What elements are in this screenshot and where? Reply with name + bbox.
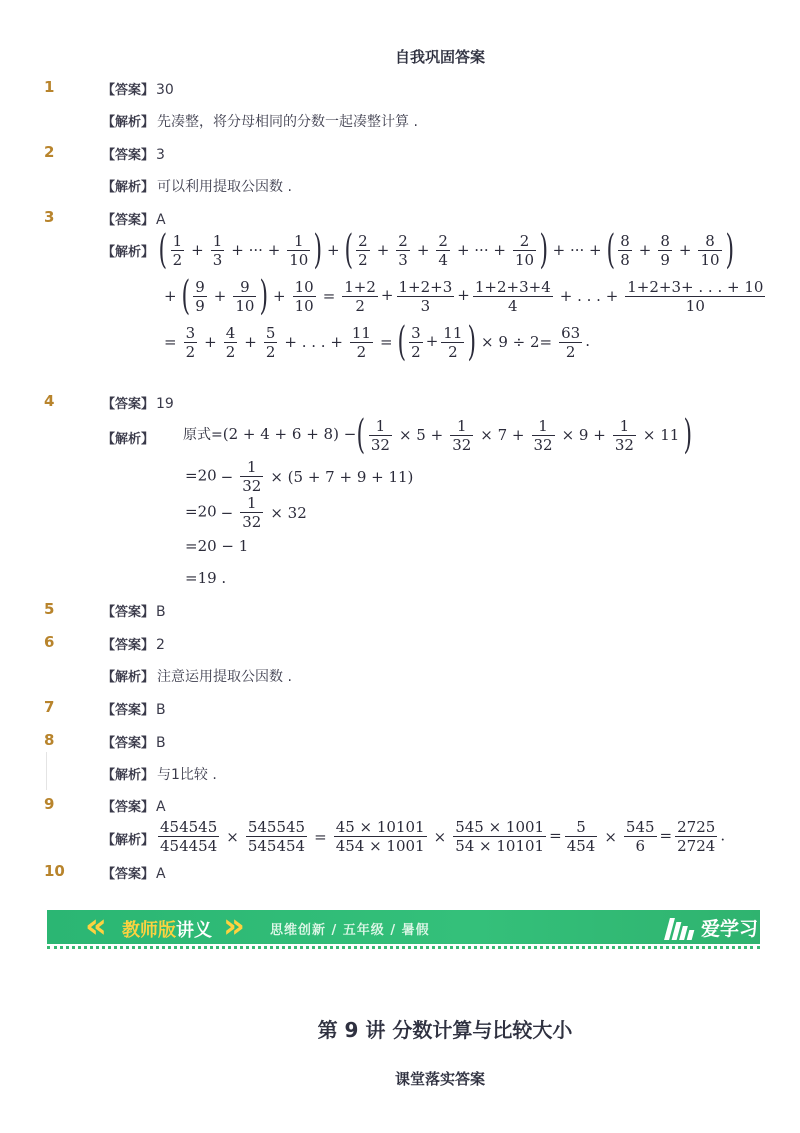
item-number: 5: [44, 600, 55, 618]
answer-tag: 【答案】 B: [102, 702, 166, 718]
answer-tag: 【答案】 A: [102, 799, 166, 815]
item-number: 9: [44, 795, 55, 813]
answer-value: 19: [156, 396, 174, 412]
brand-name: 爱学习: [701, 918, 759, 940]
item-number: 3: [44, 208, 55, 226]
analysis-text: 注意运用提取公因数 .: [157, 669, 292, 685]
footer-banner: [47, 906, 760, 946]
answer-value: B: [156, 702, 166, 718]
answer-tag: 【答案】 B: [102, 735, 166, 751]
analysis-text: 先凑整，将分母相同的分数一起凑整计算 .: [157, 114, 418, 130]
q3-formula-line2: + ( $\frac{9}{9}$ + $\frac{9}{10}$ ) + $\frac{10}{10}$ = $\frac{1+2}{2}$ + $\frac{1+2+3}{3}$ + $\frac{1+2+3+4}{4}$ + . . . + $\frac{1+2+3+ . . . + 10}{10}$: [164, 273, 764, 319]
item-number: 7: [44, 698, 55, 716]
analysis-tag: 【解析】: [102, 768, 155, 783]
answer-value: 3: [156, 147, 165, 163]
analysis-tag: 【解析】: [102, 245, 155, 260]
q4-step1: 原式=(2 + 4 + 6 + 8) −( $\frac{1}{32}$ × 5 + $\frac{1}{32}$ × 7 + $\frac{1}{32}$ × 9 + $\frac{1}{32}$ × 11 ): [183, 412, 693, 458]
chevrons-left-icon: «: [85, 906, 107, 946]
q4-step4: =20 − 1: [185, 537, 249, 555]
answer-tag: 【答案】 A: [102, 212, 166, 228]
item-number: 10: [44, 862, 65, 880]
analysis-tag: 【解析】: [102, 833, 155, 848]
analysis-tag: 【解析】: [102, 670, 155, 685]
brand-mark-icon: [667, 916, 695, 940]
page-title: 自我巩固答案: [394, 48, 485, 66]
q9-formula: $\frac{454545}{454454}$ × $\frac{545545}{545454}$ = $\frac{45 \times 10101}{454 \times 1001}$ × $\frac{545 \times 1001}{54 \times 10101}$ = $\frac{5}{454}$ × $\frac{545}{6}$ = $\frac{2725}{2724}$ .: [160, 818, 726, 855]
analysis-text: 可以利用提取公因数 .: [157, 179, 292, 195]
answer-tag: 【答案】 19: [102, 396, 174, 412]
item-number: 6: [44, 633, 55, 651]
answer-value: 2: [156, 637, 165, 653]
analysis-text: 与1比较 .: [157, 767, 217, 783]
answer-value: A: [156, 212, 166, 228]
q3-formula-line1: ( $\frac{1}{2}$ + $\frac{1}{3}$ + ··· + $\frac{1}{10}$ ) + ( $\frac{2}{2}$ + $\frac{2}{3}$ + $\frac{2}{4}$ + ··· + $\frac{2}{10}$ ) + ··· + ( $\frac{8}{8}$ + $\frac{8}{9}$ + $\frac{8}{10}$ ): [158, 227, 734, 273]
answer-value: A: [156, 866, 166, 882]
banner-title: 教师版讲义: [122, 920, 212, 941]
q3-formula-line3: = $\frac{3}{2}$ + $\frac{4}{2}$ + $\frac{5}{2}$ + . . . + $\frac{11}{2}$ = ( $\frac{3}{2}$ + $\frac{11}{2}$ ) × 9 ÷ 2= $\frac{63}{2}$ .: [164, 319, 590, 365]
answer-tag: 【答案】 30: [102, 82, 174, 98]
answer-value: B: [156, 604, 166, 620]
item-number: 2: [44, 143, 55, 161]
banner-subtitle: 思维创新 / 五年级 / 暑假: [270, 923, 430, 938]
margin-rule: [46, 752, 47, 790]
brand-logo: [667, 914, 758, 941]
answer-tag: 【答案】 A: [102, 866, 166, 882]
answer-tag: 【答案】 B: [102, 604, 166, 620]
section-title: 课堂落实答案: [394, 1070, 485, 1088]
item-number: 8: [44, 731, 55, 749]
analysis-tag: 【解析】: [102, 115, 155, 130]
analysis-tag: 【解析】: [102, 180, 155, 195]
q4-step5: =19 .: [185, 569, 227, 587]
banner-dotted-rule: [47, 946, 760, 949]
analysis-tag: 【解析】: [102, 432, 155, 447]
lecture-title: 第 9 讲 分数计算与比较大小: [317, 1018, 573, 1042]
item-number: 4: [44, 392, 55, 410]
answer-value: A: [156, 799, 166, 815]
chevrons-right-icon: »: [223, 906, 245, 946]
answer-value: 30: [156, 82, 174, 98]
answer-tag: 【答案】 3: [102, 147, 165, 163]
q4-step2: =20 − $\frac{1}{32}$ × (5 + 7 + 9 + 11): [185, 458, 414, 495]
item-number: 1: [44, 78, 55, 96]
answer-tag: 【答案】 2: [102, 637, 165, 653]
answer-value: B: [156, 735, 166, 751]
q4-step3: =20 − $\frac{1}{32}$ × 32: [185, 494, 307, 531]
